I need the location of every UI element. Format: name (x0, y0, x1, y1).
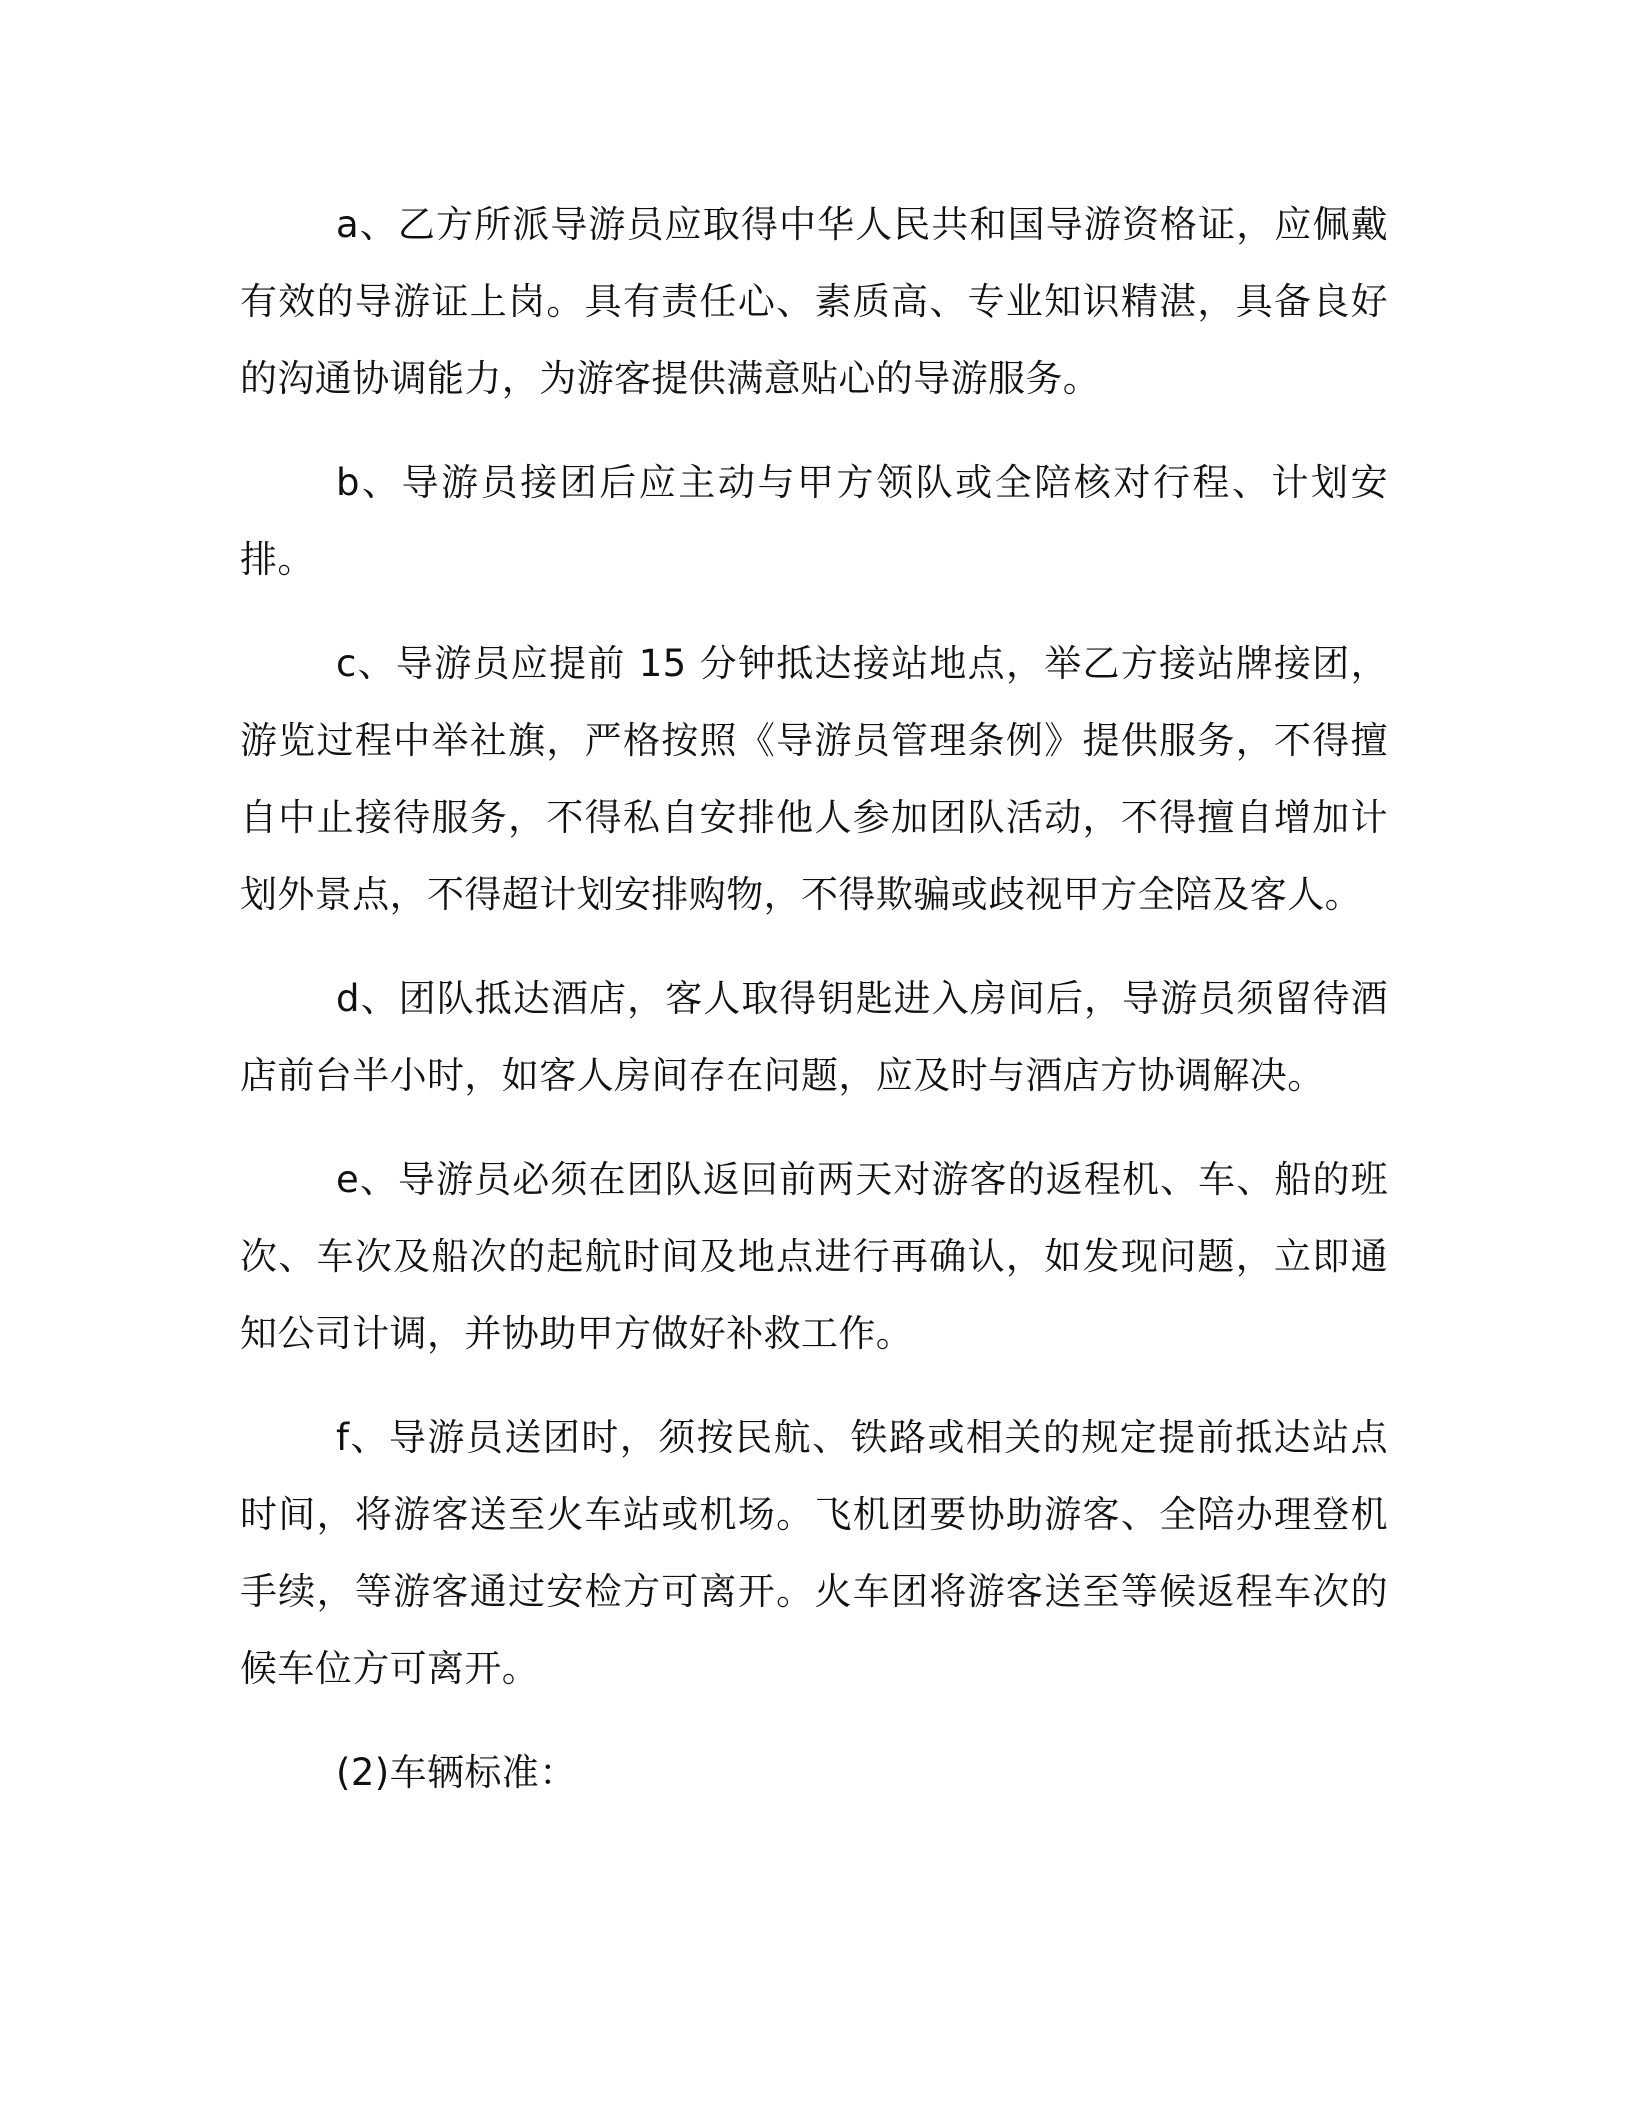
paragraph-c: c、导游员应提前 15 分钟抵达接站地点，举乙方接站牌接团，游览过程中举社旗，严格按照《导游员管理条例》提供服务，不得擅自中止接待服务，不得私自安排他人参加团队活动，不得擅自增加计划外景点，不得超计划安排购物，不得欺骗或歧视甲方全陪及客人。 (240, 642, 1388, 916)
paragraph-f: f、导游员送团时，须按民航、铁路或相关的规定提前抵达站点时间，将游客送至火车站或机场。飞机团要协助游客、全陪办理登机手续，等游客通过安检方可离开。火车团将游客送至等候返程车次的候车位方可离开。 (240, 1416, 1388, 1690)
section-heading-vehicle-standard: (2)车辆标准： (336, 1751, 577, 1794)
paragraph-d: d、团队抵达酒店，客人取得钥匙进入房间后，导游员须留待酒店前台半小时，如客人房间存在问题，应及时与酒店方协调解决。 (240, 977, 1388, 1097)
paragraph-b: b、导游员接团后应主动与甲方领队或全陪核对行程、计划安排。 (240, 461, 1388, 581)
paragraph-e: e、导游员必须在团队返回前两天对游客的返程机、车、船的班次、车次及船次的起航时间及地点进行再确认，如发现问题，立即通知公司计调，并协助甲方做好补救工作。 (240, 1158, 1388, 1355)
document-body (240, 186, 1388, 1838)
paragraph-a: a、乙方所派导游员应取得中华人民共和国导游资格证，应佩戴有效的导游证上岗。具有责任心、素质高、专业知识精湛，具备良好的沟通协调能力，为游客提供满意贴心的导游服务。 (240, 203, 1388, 400)
